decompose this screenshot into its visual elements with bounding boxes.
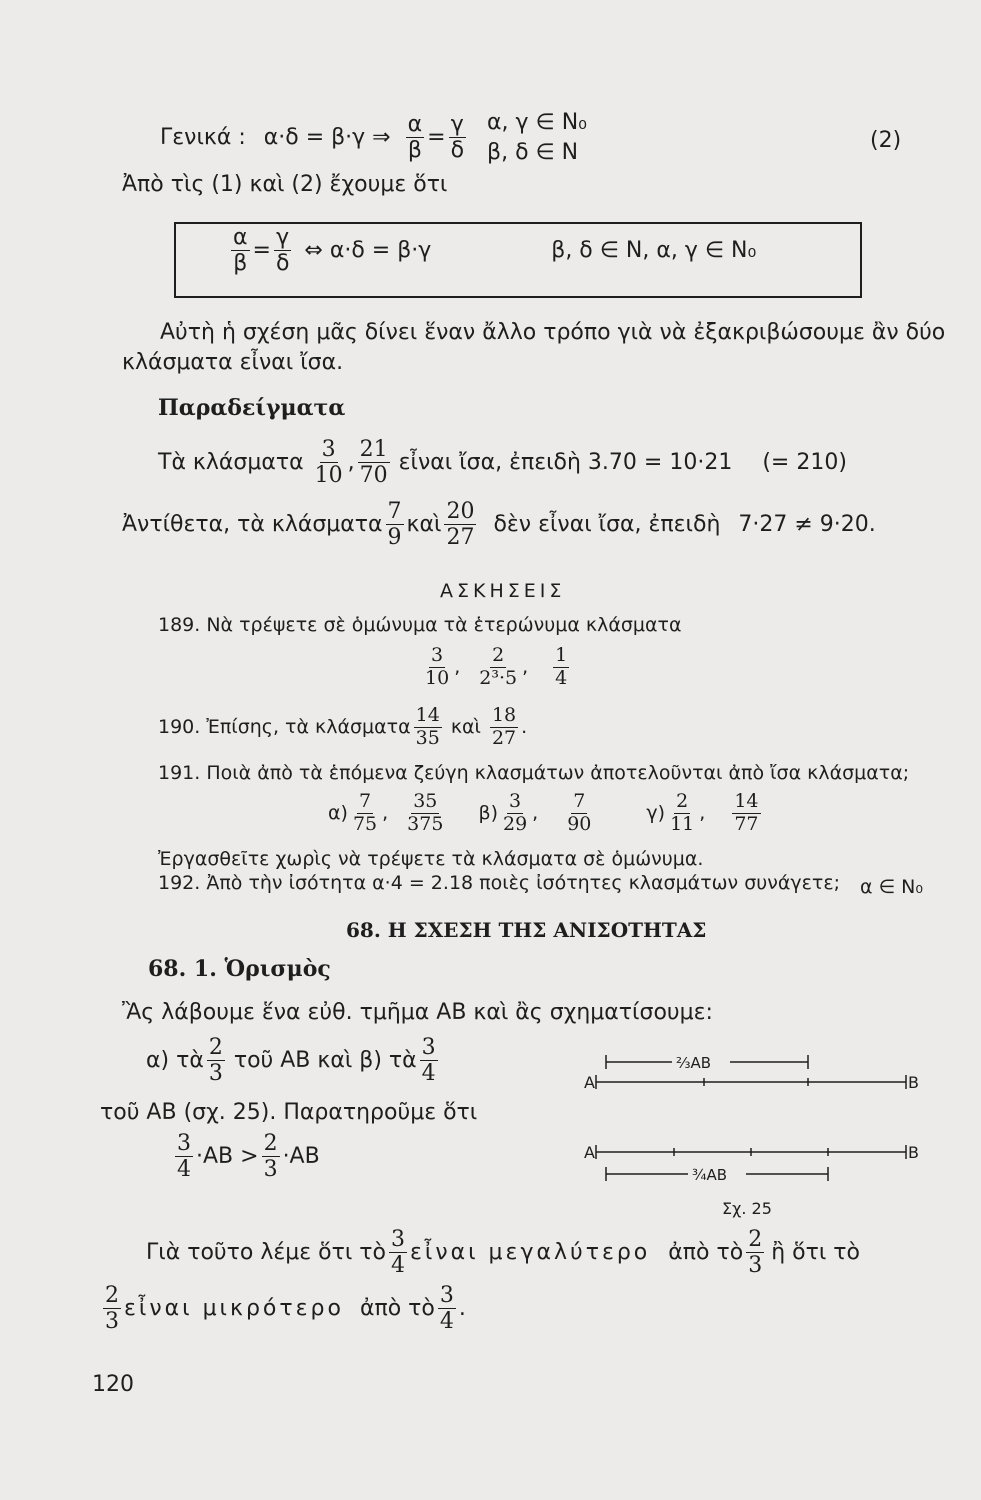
exercise-189-fractions: $\frac{3}{10}$ , $\frac{2}{\text{2³·5}}$ , $\frac{1}{4}$	[425, 644, 568, 689]
exercises-heading: ΑΣΚΗΣΕΙΣ	[440, 580, 566, 602]
equation-number: (2)	[870, 128, 902, 153]
example-2: Ἀντίθετα, τὰ κλάσματα $\frac{7}{9}$ καὶ $\frac{20}{27}$ δὲν εἶναι ἴσα, ἐπειδὴ 7·27 ≠ 9·20.	[122, 499, 876, 551]
condition-2: β, δ ∈ N	[487, 139, 579, 165]
remark-paragraph: Αὐτὴ ἡ σχέση μᾶς δίνει ἕναν ἄλλο τρόπο γιὰ νὰ ἐξακριβώσουμε ἂν δύο κλάσματα εἶναι ἴσα.	[122, 320, 946, 375]
exercise-190: 190. Ἐπίσης, τὰ κλάσματα $\frac{14}{35}$ καὶ $\frac{18}{27}$ .	[158, 704, 528, 749]
exercise-191: 191. Ποιὰ ἀπὸ τὰ ἑπόμενα ζεύγη κλασμάτων ἀποτελοῦνται ἀπὸ ἴσα κλάσματα;	[158, 762, 910, 784]
from-line: Ἀπὸ τὶς (1) καὶ (2) ἔχουμε ὅτι	[122, 172, 448, 197]
ex2-fraction-2: $\frac{20}{27}$	[446, 499, 475, 551]
conclusion-line-2: $\frac{2}{3}$ εἶναι μικρότερο ἀπὸ τὸ $\frac{3}{4}$ .	[105, 1283, 466, 1335]
boxed-conditions: β, δ ∈ N, α, γ ∈ N₀	[551, 238, 757, 264]
boxed-rhs: ⇔ α·δ = β·γ	[304, 238, 432, 264]
section-title: 68. Η ΣΧΕΣΗ ΤΗΣ ΑΝΙΣΟΤΗΤΑΣ	[346, 918, 707, 942]
label-three-quarters-ab: ¾ΑΒ	[692, 1166, 728, 1184]
label-b-top: Β	[908, 1073, 919, 1092]
boxed-content: $\frac{\alpha}{\beta}$ = $\frac{\gamma}{\delta}$ ⇔ α·δ = β·γ β, δ ∈ N, α, γ ∈ N₀	[233, 225, 757, 277]
definition-line: α) τὰ $\frac{2}{3}$ τοῦ ΑΒ καὶ β) τὰ $\frac{3}{4}$	[146, 1035, 436, 1087]
continuation-line: τοῦ ΑΒ (σχ. 25). Παρατηροῦμε ὅτι	[100, 1100, 478, 1125]
exercise-192-condition: α ∈ N₀	[860, 876, 923, 898]
ex1-fraction-2: $\frac{21}{70}$	[359, 437, 388, 489]
figure-caption: Σχ. 25	[722, 1199, 772, 1218]
example-1: Τὰ κλάσματα $\frac{3}{10}$ , $\frac{21}{70}$ εἶναι ἴσα, ἐπειδὴ 3.70 = 10·21 (= 210)	[158, 437, 847, 489]
general-statement	[160, 108, 587, 167]
examples-heading: Παραδείγματα	[158, 395, 346, 421]
condition-1: α, γ ∈ N₀	[487, 110, 587, 135]
inequality-line: $\frac{3}{4}$ ·ΑΒ > $\frac{2}{3}$ ·ΑΒ	[177, 1131, 320, 1183]
section-intro: Ἂς λάβουμε ἕνα εὐθ. τμῆμα ΑΒ καὶ ἂς σχηματίσουμε:	[122, 1000, 713, 1025]
ex1-fraction-1: $\frac{3}{10}$	[314, 437, 343, 489]
ex2-fraction-1: $\frac{7}{9}$	[387, 499, 402, 551]
label-two-thirds-ab: ⅔ΑΒ	[676, 1054, 712, 1072]
subsection-title: 68. 1. Ὁρισμὸς	[148, 956, 331, 982]
exercise-192: 192. Ἀπὸ τὴν ἰσότητα α·4 = 2.18 ποιὲς ἰσότητες κλασμάτων συνάγετε;	[158, 872, 841, 894]
boxed-fraction-2: $\frac{\gamma}{\delta}$	[275, 225, 290, 277]
general-lhs: α·δ = β·γ ⇒	[263, 125, 391, 151]
general-label: Γενικά :	[160, 125, 246, 151]
equals-sign: =	[427, 125, 446, 151]
work-note: Ἐργασθεῖτε χωρὶς νὰ τρέψετε τὰ κλάσματα σὲ ὁμώνυμα.	[158, 848, 704, 870]
label-b-bottom: Β	[908, 1143, 919, 1162]
fraction-alpha-beta: $\frac{\alpha}{\beta}$	[407, 112, 423, 164]
exercise-189: 189. Νὰ τρέψετε σὲ ὁμώνυμα τὰ ἑτερώνυμα κλάσματα	[158, 614, 682, 636]
fraction-gamma-delta: $\frac{\gamma}{\delta}$	[450, 112, 465, 164]
figure-25	[584, 1036, 924, 1226]
page-number: 120	[92, 1372, 134, 1397]
exercise-191-pairs: α) $\frac{7}{75}$ , $\frac{35}{375}$ β) $\frac{3}{29}$ , $\frac{7}{90}$ γ) $\frac{2}{11}$ , $\frac{14}{77}$	[328, 790, 759, 835]
label-a-bottom: Α	[584, 1143, 595, 1162]
conclusion-line-1: Γιὰ τοῦτο λέμε ὅτι τὸ $\frac{3}{4}$ εἶναι μεγαλύτερο ἀπὸ τὸ $\frac{2}{3}$ ἢ ὅτι τὸ	[146, 1227, 860, 1279]
label-a-top: Α	[584, 1073, 595, 1092]
boxed-fraction-1: $\frac{\alpha}{\beta}$	[233, 225, 248, 277]
